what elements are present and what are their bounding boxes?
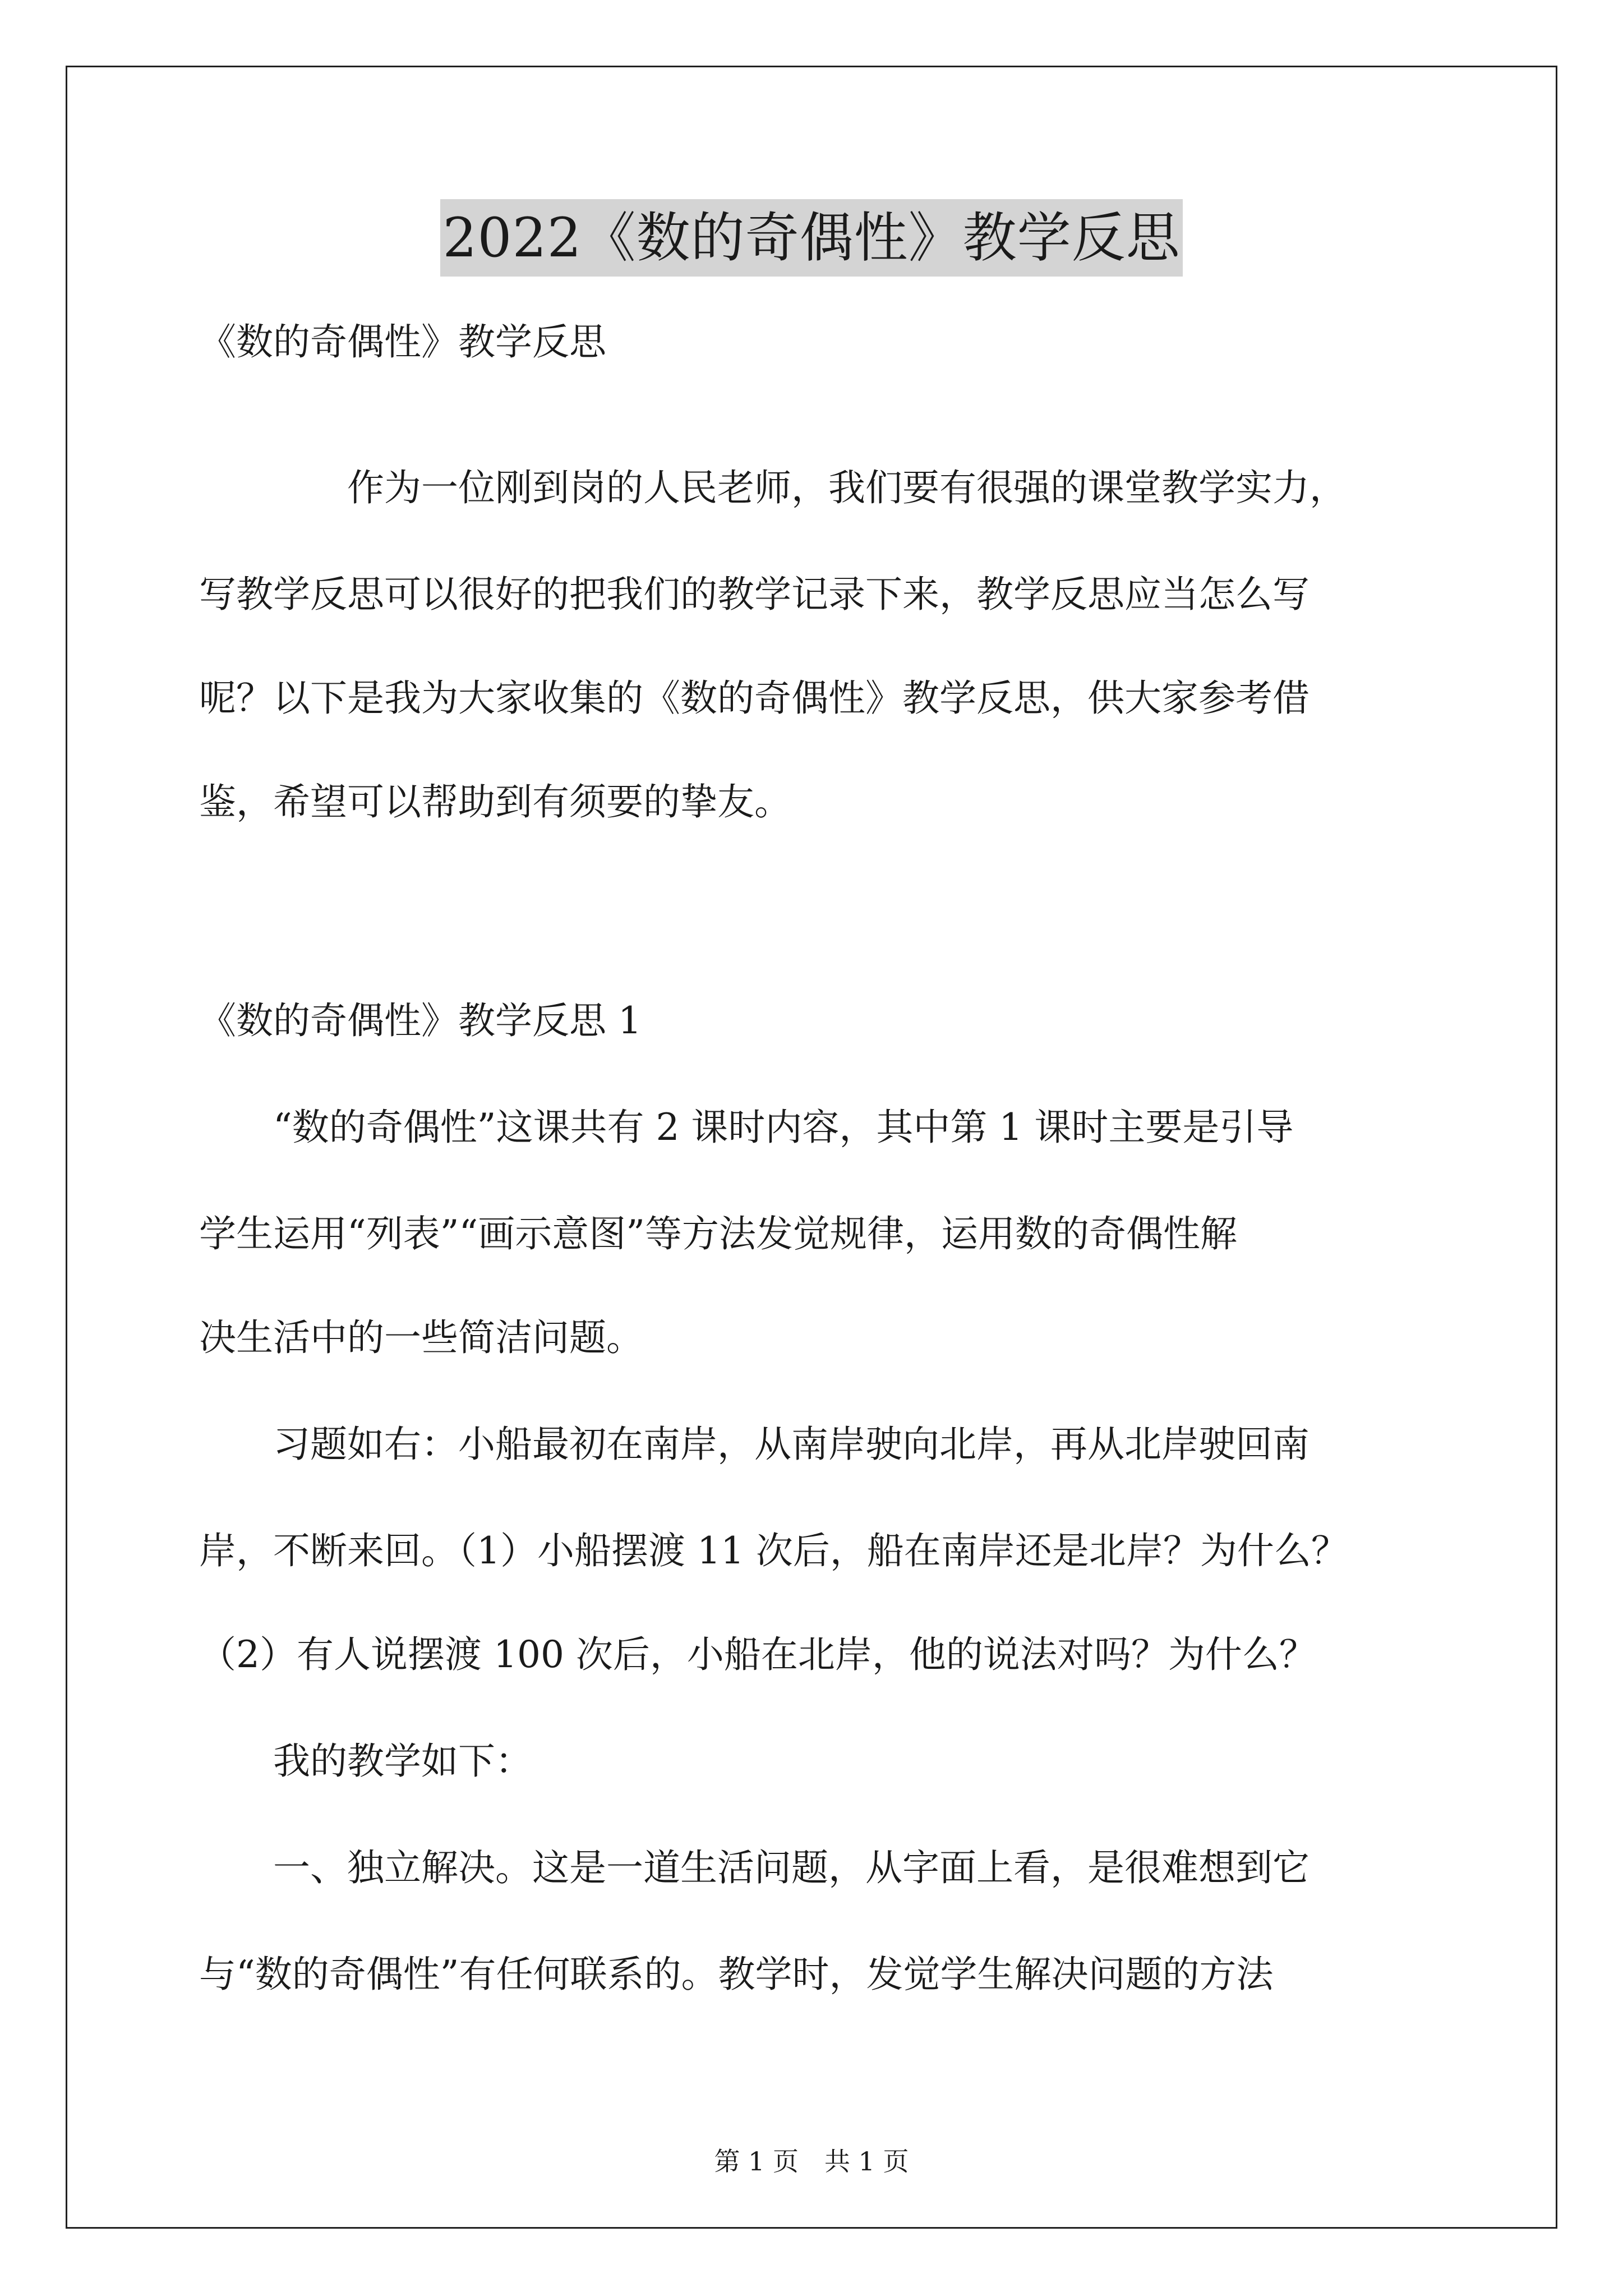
paragraph-line: （2）有人说摆渡 100 次后，小船在北岸，他的说法对吗？为什么？ — [199, 1633, 1316, 1676]
document-title: 2022《数的奇偶性》教学反思 — [440, 199, 1182, 277]
paragraph-line: 写教学反思可以很好的把我们的教学记录下来，教学反思应当怎么写 — [199, 573, 1310, 616]
paragraph-line: 与“数的奇偶性”有任何联系的。教学时，发觉学生解决问题的方法 — [199, 1953, 1274, 1996]
paragraph-line: 决生活中的一些简洁问题。 — [199, 1316, 643, 1359]
section-heading: 《数的奇偶性》教学反思 1 — [199, 999, 642, 1042]
paragraph-line: 一、独立解决。这是一道生活问题，从字面上看，是很难想到它 — [199, 1846, 1310, 1889]
paragraph-line: 鉴，希望可以帮助到有须要的挚友。 — [199, 780, 791, 823]
paragraph-line: 作为一位刚到岗的人民老师，我们要有很强的课堂教学实力， — [199, 466, 1347, 509]
page-number-footer: 第 1 页 共 1 页 — [714, 2146, 909, 2177]
paragraph-line: 呢？以下是我为大家收集的《数的奇偶性》教学反思，供大家参考借 — [199, 677, 1310, 720]
paragraph-line: 学生运用“列表”“画示意图”等方法发觉规律，运用数的奇偶性解 — [199, 1212, 1237, 1255]
paragraph-line: “数的奇偶性”这课共有 2 课时内容，其中第 1 课时主要是引导 — [199, 1106, 1294, 1149]
title-block — [0, 199, 1623, 277]
paragraph-line: 岸，不断来回。（1）小船摆渡 11 次后，船在南岸还是北岸？为什么？ — [199, 1529, 1348, 1572]
paragraph-line: 习题如右：小船最初在南岸，从南岸驶向北岸，再从北岸驶回南 — [199, 1423, 1310, 1466]
section-heading: 《数的奇偶性》教学反思 — [199, 320, 606, 364]
paragraph-line: 我的教学如下： — [199, 1740, 532, 1783]
